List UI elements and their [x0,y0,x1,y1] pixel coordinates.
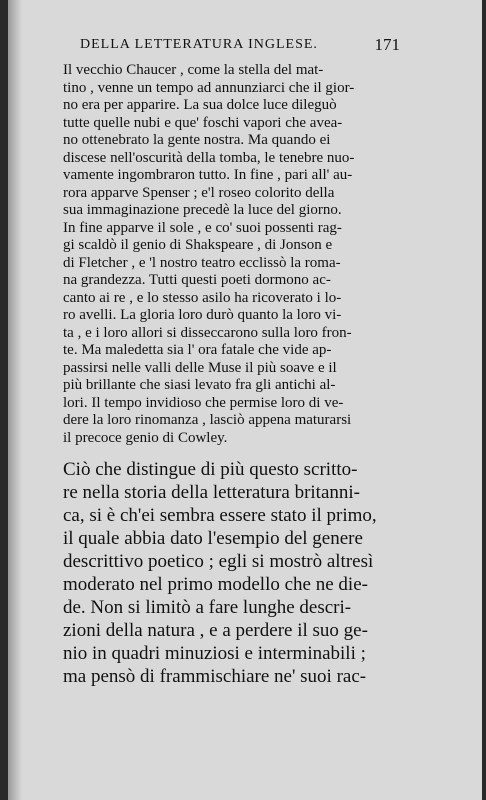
running-header [80,37,400,53]
text-line: lori. Il tempo invidioso che permise loro di ve- [63,394,344,411]
text-line: ro avelli. La gloria loro durò quanto la loro vi- [63,307,342,323]
text-line: In fine apparve il sole , e co' suoi possenti rag- [63,219,342,236]
text-line: re nella storia della letteratura britanni- [63,482,360,503]
text-line: discese nell'oscurità della tomba, le tenebre nuo- [63,149,355,166]
text-line: nio in quadri minuziosi e interminabili ; [63,643,366,664]
text-line: te. Ma maledetta sia l' ora fatale che vide ap- [63,342,332,358]
text-line: tutte quelle nubi e que' foschi vapori che avea- [63,114,343,131]
text-line: zioni della natura , e a perdere il suo ge- [63,620,368,641]
text-line: no ottenebrato la gente nostra. Ma quando ei [63,132,331,148]
text-line: dere la loro rinomanza , lasciò appena maturarsi [63,412,352,428]
running-title: DELLA LETTERATURA INGLESE. [80,37,318,52]
text-line: ta , e i loro allori si disseccarono sulla loro fron- [63,324,352,341]
text-line: ca, si è ch'ei sembra essere stato il primo, [63,505,377,526]
text-line: ma pensò di frammischiare ne' suoi rac- [63,666,367,687]
text-line: Ciò che distingue di più questo scritto- [63,459,358,480]
text-line: de. Non si limitò a fare lunghe descri- [63,597,352,618]
text-line: vamente ingombraron tutto. In fine , pari all' au- [63,167,353,183]
text-line: passirsi nelle valli delle Muse il più soave e il [63,359,337,376]
text-line: il precoce genio di Cowley. [63,429,228,446]
book-page [8,0,482,800]
text-line: na grandezza. Tutti questi poeti dormono ac- [63,272,331,288]
text-line: moderato nel primo modello che ne die- [63,574,368,595]
text-line: tino , venne un tempo ad annunziarci che il gior- [63,79,355,96]
page-number: 171 [374,35,400,54]
text-line: il quale abbia dato l'esempio del genere [63,528,363,549]
text-line: più brillante che siasi levato fra gli antichi al- [63,377,336,393]
text-line: di Fletcher , e 'l nostro teatro ecclissò la roma- [63,254,341,271]
text-line: Il vecchio Chaucer , come la stella del mat- [63,62,324,78]
text-line: no era per apparire. La sua dolce luce dileguò [63,97,337,113]
text-line: gi scaldò il genio di Shakspeare , di Jonson e [63,237,333,253]
quoted-paragraph [63,62,407,447]
text-line: sua immaginazione precedè la luce del giorno. [63,202,342,218]
text-line: descrittivo poetico ; egli si mostrò altresì [63,551,374,572]
text-line: rora apparve Spenser ; e'l roseo colorito della [63,184,335,201]
body-paragraph [63,458,411,688]
text-line: canto ai re , e lo stesso asilo ha ricoverato i lo- [63,289,342,306]
